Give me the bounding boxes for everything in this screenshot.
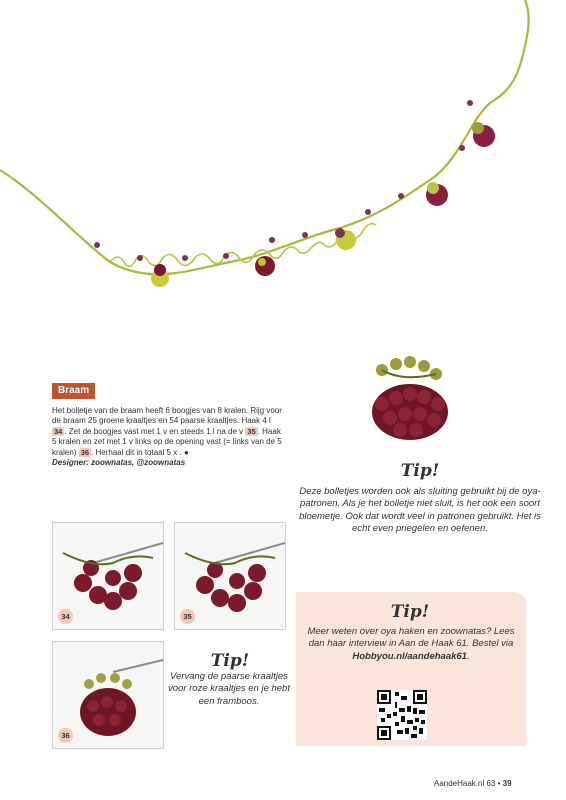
- tip3-title: Tip!: [390, 602, 430, 622]
- tip2-title: Tip!: [210, 651, 250, 671]
- tip2-text: Vervang de paarse kraaltjes voor roze kraaltjes en je hebt een framboos.: [168, 671, 290, 707]
- footer-separator: •: [497, 779, 501, 788]
- tip1-title: Tip!: [400, 461, 440, 481]
- magazine-name: AandeHaak.nl 63: [434, 779, 496, 788]
- step-badge-34: 34: [54, 426, 63, 436]
- tip3-text: [304, 626, 518, 663]
- end-mark: ●: [183, 447, 189, 457]
- step-photo-36: [52, 641, 164, 749]
- qr-code-icon[interactable]: [377, 690, 427, 740]
- page-number: 39: [502, 779, 512, 788]
- step-photo-34: [52, 522, 164, 630]
- tip3-intro: Meer weten over oya haken en zoownatas? Lees dan haar interview in Aan de Haak 61. Bestel via: [307, 626, 515, 650]
- tip1-text: Deze bolletjes worden ook als sluiting gebruikt bij de oya-patronen. Als je het bolletje niet sluit, is het ook een soort bloemetje. Ook dat wordt veel in patronen gebruikt. Het is echt even priegelen en oefenen.: [299, 486, 541, 535]
- page-footer: [434, 779, 512, 788]
- designer-credit: Designer: zoownatas, @zoownatas: [52, 458, 186, 468]
- necklace-photo: [0, 0, 566, 330]
- step-number-36: 36: [58, 728, 73, 743]
- instructions-part4: . Herhaal dit in totaal 5 x .: [91, 447, 182, 457]
- step-photo-35: [174, 522, 286, 630]
- step-badge-35: 35: [247, 426, 256, 436]
- tip3-end: .: [466, 650, 470, 662]
- step-badge-36: 36: [80, 447, 90, 457]
- berry-photo: [352, 342, 467, 442]
- section-label: Braam: [52, 383, 95, 399]
- step-number-34: 34: [58, 609, 73, 624]
- instructions-part2: . Zet de boogjes vast met 1 v en steeds 1 l na de v: [64, 426, 244, 436]
- instructions-part1: Het bolletje van de braam heeft 6 boogjes van 8 kralen. Rijg voor de braam 25 groene kraaltjes en 54 paarse kraaltjes. Haak 4 l: [52, 406, 282, 426]
- instructions-part3: . Haak 5 kralen en zet met 1 v links op de opening vast (= links van de 5 kralen): [52, 426, 282, 457]
- tip3-link[interactable]: Hobbyou.nl/aandehaak61: [352, 650, 467, 662]
- step-number-35: 35: [180, 609, 195, 624]
- instructions-text: [52, 406, 284, 468]
